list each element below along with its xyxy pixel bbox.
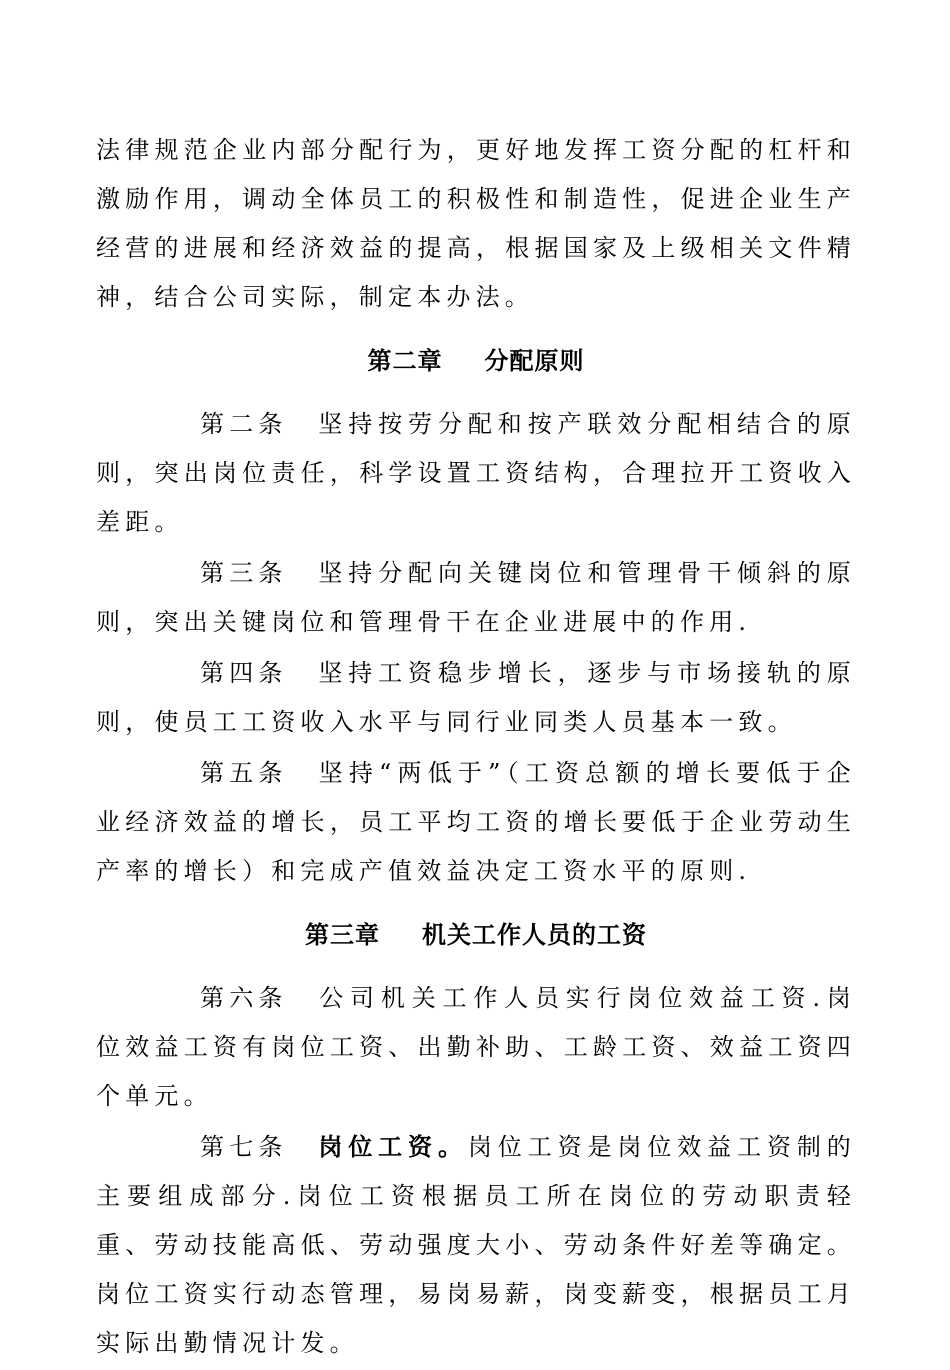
intro-paragraph: 法律规范企业内部分配行为，更好地发挥工资分配的杠杆和激励作用，调动全体员工的积极性和制造性，促进企业生产经营的进展和经济效益的提高，根据国家及上级相关文件精神，结合公司实际，制定本办法。 bbox=[96, 136, 856, 311]
article-term: 岗位工资。 bbox=[317, 1133, 468, 1161]
article-5 bbox=[96, 749, 856, 896]
chapter-2-heading bbox=[96, 337, 856, 386]
article-number: 第六条 bbox=[200, 984, 288, 1012]
article-text: 坚持“两低于”（工资总额的增长要低于企业经济效益的增长，员工平均工资的增长要低于企业劳动生产率的增长）和完成产值效益决定工资水平的原则. bbox=[96, 759, 856, 885]
article-7 bbox=[96, 1123, 856, 1368]
article-3 bbox=[96, 549, 856, 647]
article-text: 公司机关工作人员实行岗位效益工资.岗位效益工资有岗位工资、出勤补助、工龄工资、效益工资四个单元。 bbox=[96, 984, 856, 1110]
document-page bbox=[96, 126, 856, 1370]
article-number: 第四条 bbox=[200, 659, 288, 687]
chapter-3-heading bbox=[96, 911, 856, 960]
article-text: 岗位工资是岗位效益工资制的主要组成部分.岗位工资根据员工所在岗位的劳动职责轻重、劳动技能高低、劳动强度大小、劳动条件好差等确定。岗位工资实行动态管理，易岗易薪，岗变薪变，根据员工月实际出勤情况计发。 bbox=[96, 1133, 856, 1357]
article-number: 第五条 bbox=[200, 759, 288, 787]
chapter-3-number: 第三章 bbox=[305, 921, 380, 949]
article-2 bbox=[96, 400, 856, 547]
article-4 bbox=[96, 649, 856, 747]
article-6 bbox=[96, 974, 856, 1121]
article-number: 第二条 bbox=[200, 410, 288, 438]
article-number: 第七条 bbox=[200, 1133, 288, 1161]
article-number: 第三条 bbox=[200, 559, 288, 587]
chapter-2-number: 第二章 bbox=[367, 347, 443, 375]
article-text: 坚持按劳分配和按产联效分配相结合的原则，突出岗位责任，科学设置工资结构，合理拉开工资收入差距。 bbox=[96, 410, 856, 536]
article-text: 坚持分配向关键岗位和管理骨干倾斜的原则，突出关键岗位和管理骨干在企业进展中的作用. bbox=[96, 559, 856, 636]
article-text: 坚持工资稳步增长，逐步与市场接轨的原则，使员工工资收入水平与同行业同类人员基本一致。 bbox=[96, 659, 856, 736]
chapter-3-title: 机关工作人员的工资 bbox=[422, 921, 647, 949]
chapter-2-title: 分配原则 bbox=[484, 347, 585, 375]
